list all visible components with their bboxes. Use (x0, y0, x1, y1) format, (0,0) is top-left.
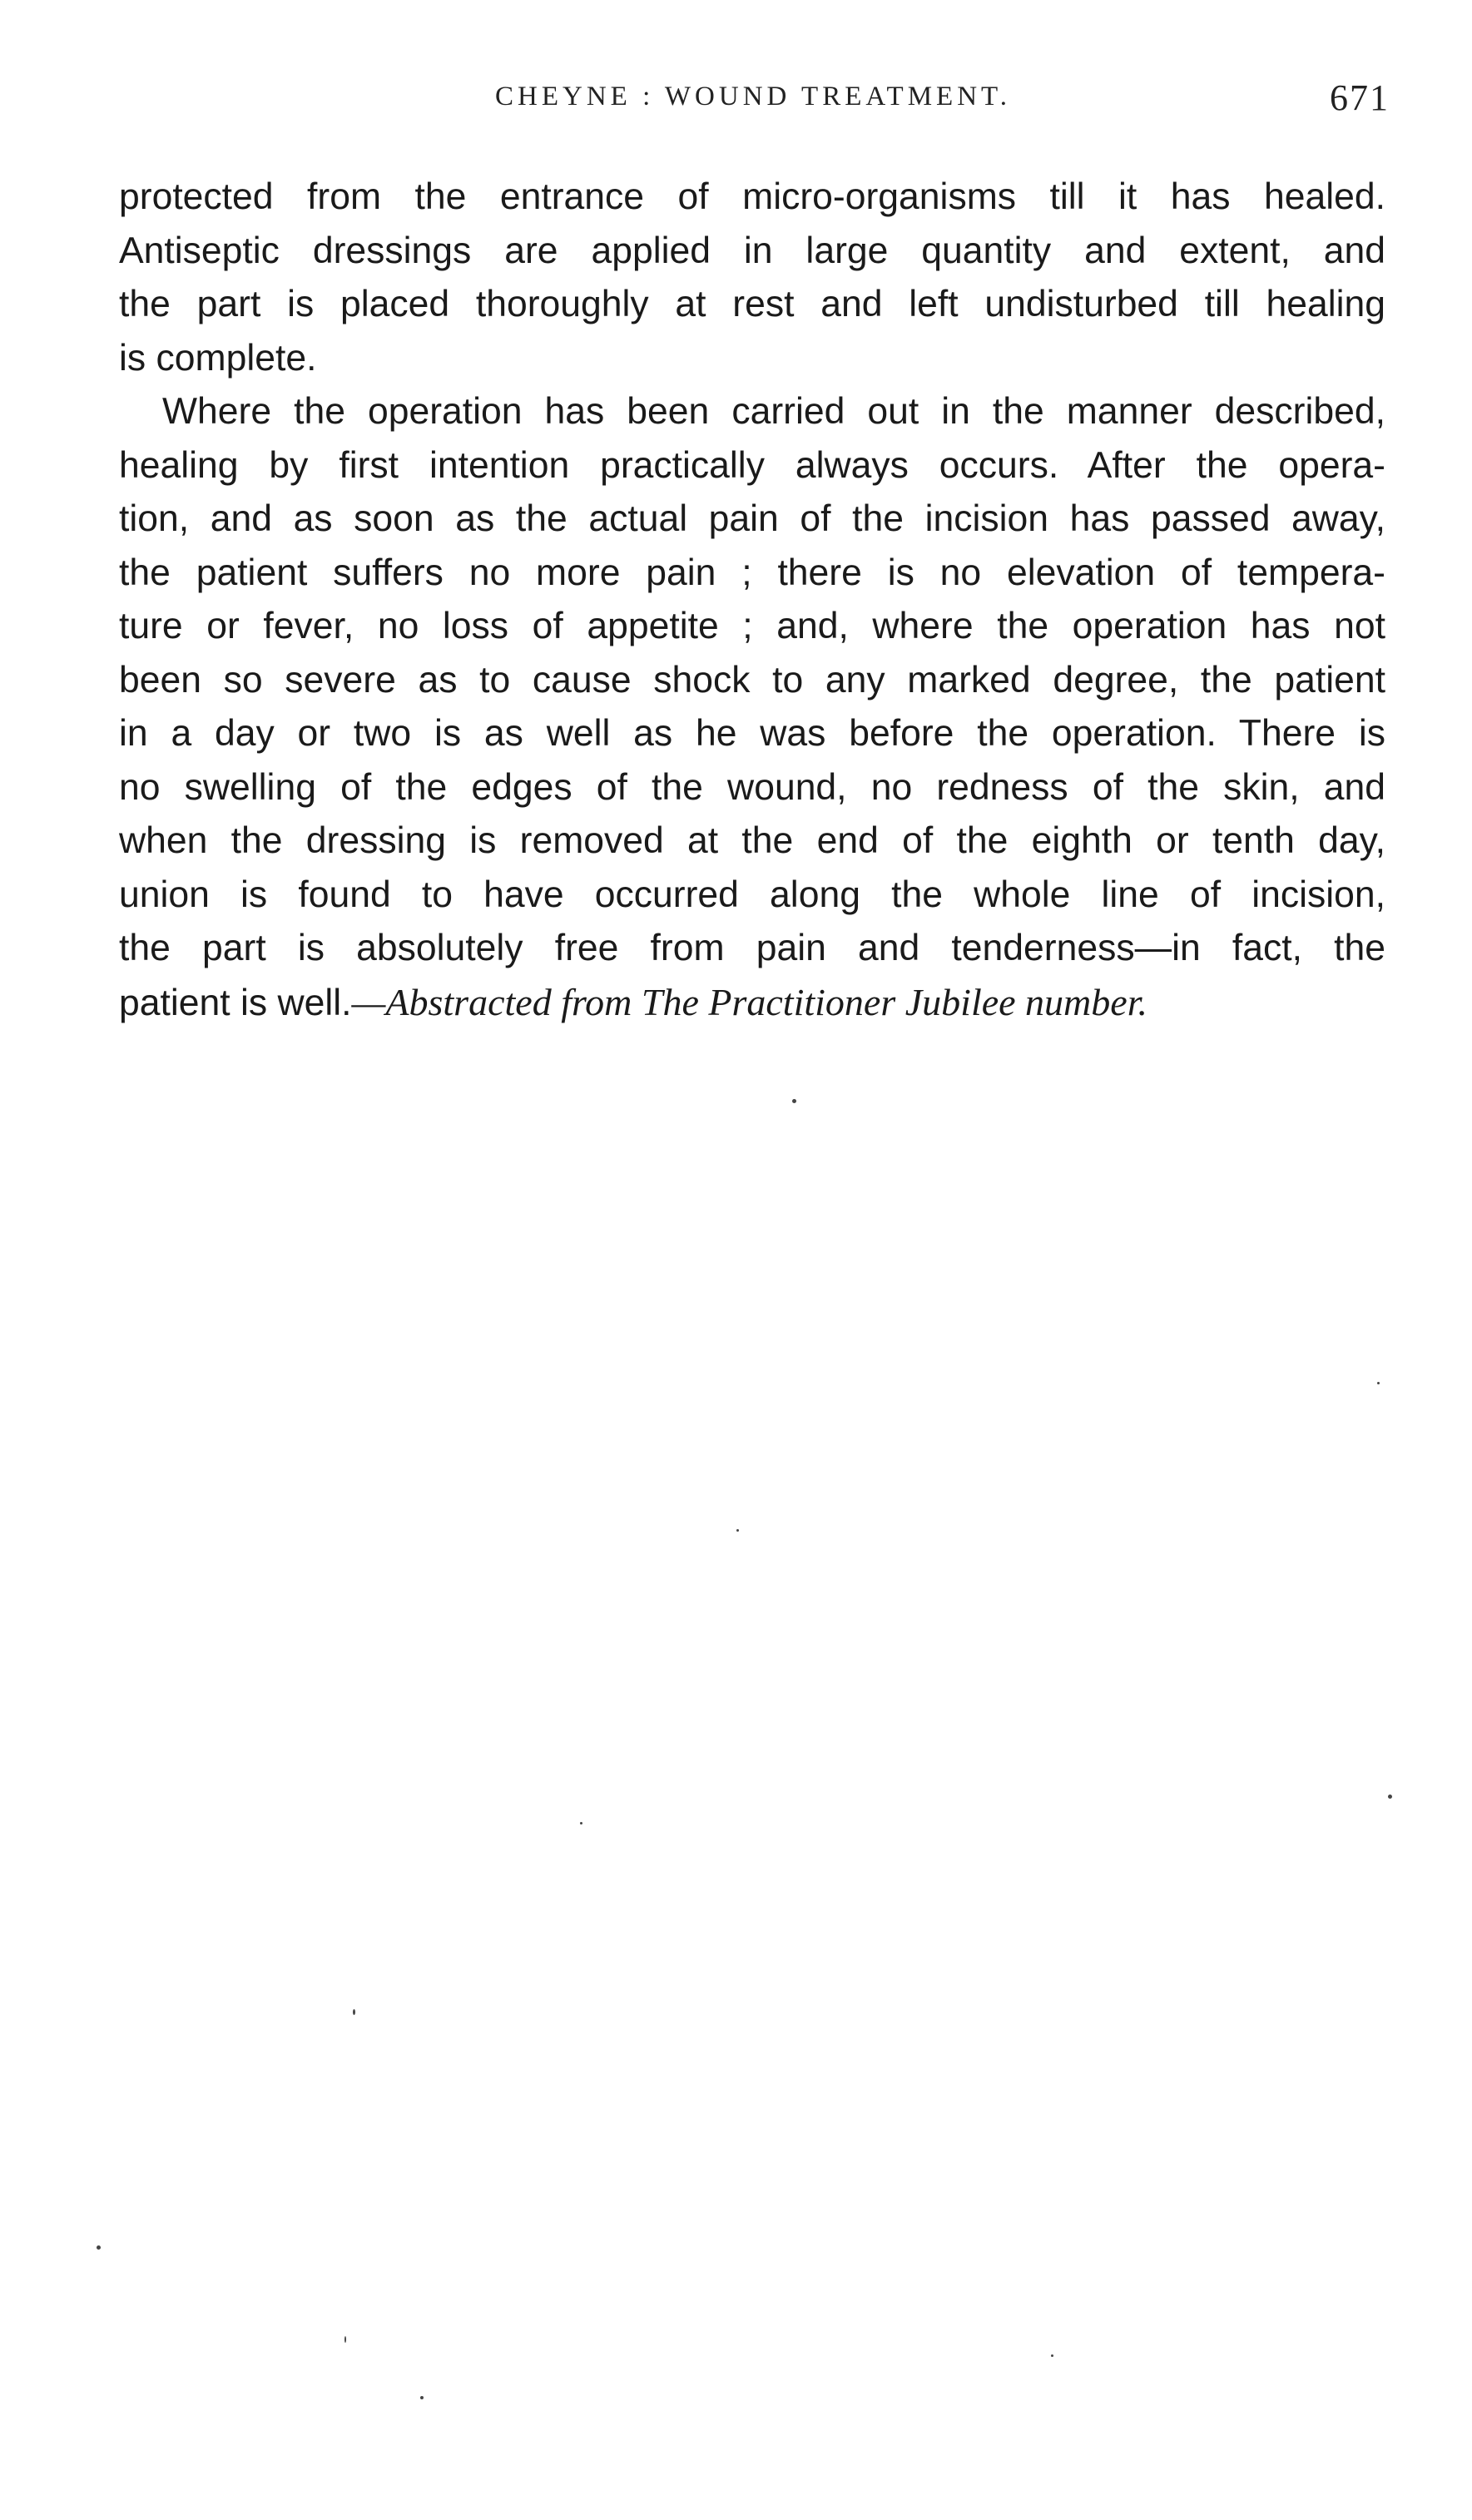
text-line: healing by first intention practically always occurs. After the opera- (119, 444, 1385, 486)
scan-speck (353, 2009, 355, 2015)
scan-speck (580, 1822, 582, 1824)
text-line: Antiseptic dressings are applied in large quantity and extent, and (119, 230, 1385, 271)
scan-speck (1388, 1795, 1392, 1799)
text-line: union is found to have occurred along the whole line of incision, (119, 874, 1385, 915)
running-head (116, 77, 1390, 126)
text-line: is complete. (119, 337, 317, 379)
final-line-text: patient is well. (119, 982, 352, 1023)
text-line: when the dressing is removed at the end of the eighth or tenth day, (119, 820, 1385, 861)
scan-speck (420, 2396, 424, 2399)
paragraph-continuation (119, 171, 1385, 385)
text-line: tion, and as soon as the actual pain of the incision has passed away, (119, 498, 1385, 539)
scan-speck (736, 1529, 739, 1532)
text-line: in a day or two is as well as he was before the operation. There is (119, 713, 1385, 754)
text-line: been so severe as to cause shock to any marked degree, the patient (119, 659, 1385, 701)
paragraph (119, 385, 1385, 1029)
text-line: the patient suffers no more pain ; there is no elevation of tempera- (119, 552, 1385, 593)
text-line: ture or fever, no loss of appetite ; and, where the operation has not (119, 606, 1385, 646)
body-text (119, 171, 1385, 1029)
source-citation: —Abstracted from The Practitioner Jubilee number. (351, 980, 1147, 1023)
scan-speck (1051, 2354, 1053, 2357)
text-line-final (119, 976, 1385, 1030)
scan-speck (1377, 1382, 1380, 1384)
text-line: the part is absolutely free from pain and tenderness—in fact, the (119, 928, 1385, 968)
text-line: Where the operation has been carried out in the manner described, (162, 391, 1385, 432)
text-line: the part is placed thoroughly at rest and left undisturbed till healing (119, 284, 1385, 324)
text-line: no swelling of the edges of the wound, no redness of the skin, and (119, 766, 1385, 808)
running-title: CHEYNE : WOUND TREATMENT. (495, 82, 1011, 111)
scan-speck (97, 2245, 101, 2250)
scan-speck (792, 1099, 796, 1103)
page-number: 671 (1330, 77, 1390, 118)
scan-speck (344, 2336, 346, 2343)
text-line: protected from the entrance of micro-organisms till it has healed. (119, 176, 1385, 217)
